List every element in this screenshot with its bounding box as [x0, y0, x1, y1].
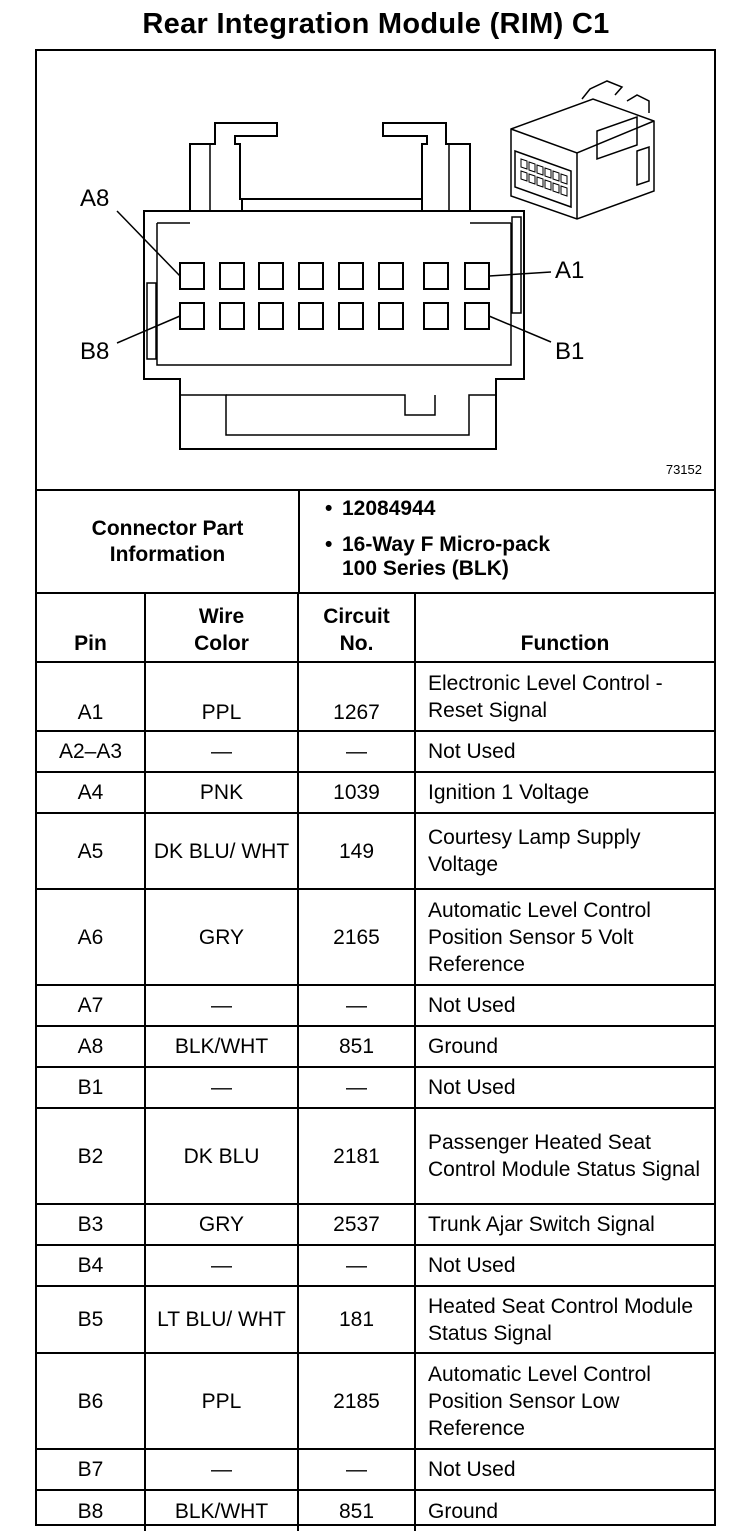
pin-label-a1: A1 [555, 257, 585, 284]
pin-cell: A6 [37, 889, 145, 985]
pinout-table [37, 594, 714, 1531]
connector-isometric-icon [511, 81, 654, 219]
function-cell: Automatic Level Control Position Sensor 5 Volt Reference [415, 889, 714, 985]
part-number: 12084944 [342, 497, 436, 520]
pin-label-b1: B1 [555, 338, 585, 365]
circuit-cell: — [298, 731, 415, 772]
circuit-cell: 181 [298, 1286, 415, 1353]
pin-cell: B4 [37, 1245, 145, 1286]
function-cell: Ground [415, 1490, 714, 1531]
bullet-icon: • [325, 533, 333, 556]
connector-info-label [37, 491, 300, 592]
table-row [37, 1449, 714, 1490]
circuit-cell: 2165 [298, 889, 415, 985]
wire-color-cell: PPL [145, 1353, 298, 1449]
connector-part-info [37, 491, 714, 594]
pin-cell: B1 [37, 1067, 145, 1108]
connector-info-values [300, 491, 714, 592]
pin-cell: B2 [37, 1108, 145, 1204]
bullet-icon: • [325, 497, 333, 520]
table-row [37, 889, 714, 985]
table-row [37, 1490, 714, 1531]
table-row [37, 1245, 714, 1286]
circuit-cell: 149 [298, 813, 415, 889]
function-cell: Not Used [415, 731, 714, 772]
function-cell: Automatic Level Control Position Sensor Low Reference [415, 1353, 714, 1449]
circuit-cell: 851 [298, 1490, 415, 1531]
pin-label-a8: A8 [80, 185, 110, 212]
function-cell: Ground [415, 1026, 714, 1067]
header-function: Function [415, 594, 714, 662]
circuit-cell: — [298, 1449, 415, 1490]
table-row [37, 985, 714, 1026]
function-cell: Not Used [415, 1067, 714, 1108]
function-cell: Electronic Level Control - Reset Signal [415, 662, 714, 731]
pin-cell: A1 [37, 662, 145, 731]
table-row [37, 1067, 714, 1108]
wire-color-cell: DK BLU/ WHT [145, 813, 298, 889]
wire-color-cell: — [145, 1067, 298, 1108]
function-cell: Courtesy Lamp Supply Voltage [415, 813, 714, 889]
function-cell: Not Used [415, 1245, 714, 1286]
connector-description-item [325, 533, 551, 581]
connector-diagram [37, 51, 714, 491]
table-row [37, 731, 714, 772]
table-row [37, 1204, 714, 1245]
table-row [37, 1108, 714, 1204]
wire-color-cell: BLK/WHT [145, 1026, 298, 1067]
function-cell: Passenger Heated Seat Control Module Status Signal [415, 1108, 714, 1204]
pin-cell: B7 [37, 1449, 145, 1490]
table-header-row [37, 594, 714, 662]
function-cell: Not Used [415, 1449, 714, 1490]
header-wire-color: Wire Color [145, 594, 298, 662]
figure-number: 73152 [665, 462, 702, 477]
wire-color-cell: — [145, 1245, 298, 1286]
pin-cell: B6 [37, 1353, 145, 1449]
wire-color-cell: DK BLU [145, 1108, 298, 1204]
connector-info-label-line2: Information [109, 542, 226, 566]
wire-color-cell: LT BLU/ WHT [145, 1286, 298, 1353]
circuit-cell: 851 [298, 1026, 415, 1067]
circuit-cell: 2185 [298, 1353, 415, 1449]
table-row [37, 1026, 714, 1067]
function-cell: Heated Seat Control Module Status Signal [415, 1286, 714, 1353]
pin-cell: A4 [37, 772, 145, 813]
circuit-cell: — [298, 985, 415, 1026]
circuit-cell: 2537 [298, 1204, 415, 1245]
pin-cell: A7 [37, 985, 145, 1026]
circuit-cell: — [298, 1245, 415, 1286]
header-circuit-no: Circuit No. [298, 594, 415, 662]
connector-face-drawing [37, 51, 714, 489]
part-number-item [325, 497, 436, 521]
pin-label-b8: B8 [80, 338, 110, 365]
circuit-cell: 1267 [298, 662, 415, 731]
wire-color-cell: — [145, 731, 298, 772]
pin-cell: B8 [37, 1490, 145, 1531]
right-latch [383, 123, 470, 211]
left-latch [190, 123, 277, 211]
function-cell: Not Used [415, 985, 714, 1026]
header-pin: Pin [37, 594, 145, 662]
function-cell: Ignition 1 Voltage [415, 772, 714, 813]
connector-description-line1: 16-Way F Micro-pack [342, 533, 551, 556]
wire-color-cell: — [145, 985, 298, 1026]
pin-cell: A5 [37, 813, 145, 889]
wire-color-cell: PNK [145, 772, 298, 813]
connector-sheet [35, 49, 716, 1526]
wire-color-cell: GRY [145, 1204, 298, 1245]
table-row [37, 1353, 714, 1449]
pin-cell: A8 [37, 1026, 145, 1067]
connector-description-line2: 100 Series (BLK) [342, 557, 509, 580]
pin-cell: B3 [37, 1204, 145, 1245]
pin-cell: A2–A3 [37, 731, 145, 772]
wire-color-cell: BLK/WHT [145, 1490, 298, 1531]
circuit-cell: 1039 [298, 772, 415, 813]
pin-cell: B5 [37, 1286, 145, 1353]
wire-color-cell: — [145, 1449, 298, 1490]
circuit-cell: 2181 [298, 1108, 415, 1204]
connector-info-label-line1: Connector Part [91, 516, 244, 540]
wire-color-cell: GRY [145, 889, 298, 985]
table-row [37, 662, 714, 731]
wire-color-cell: PPL [145, 662, 298, 731]
table-row [37, 1286, 714, 1353]
table-row [37, 772, 714, 813]
page-title: Rear Integration Module (RIM) C1 [142, 8, 610, 40]
circuit-cell: — [298, 1067, 415, 1108]
table-row [37, 813, 714, 889]
function-cell: Trunk Ajar Switch Signal [415, 1204, 714, 1245]
